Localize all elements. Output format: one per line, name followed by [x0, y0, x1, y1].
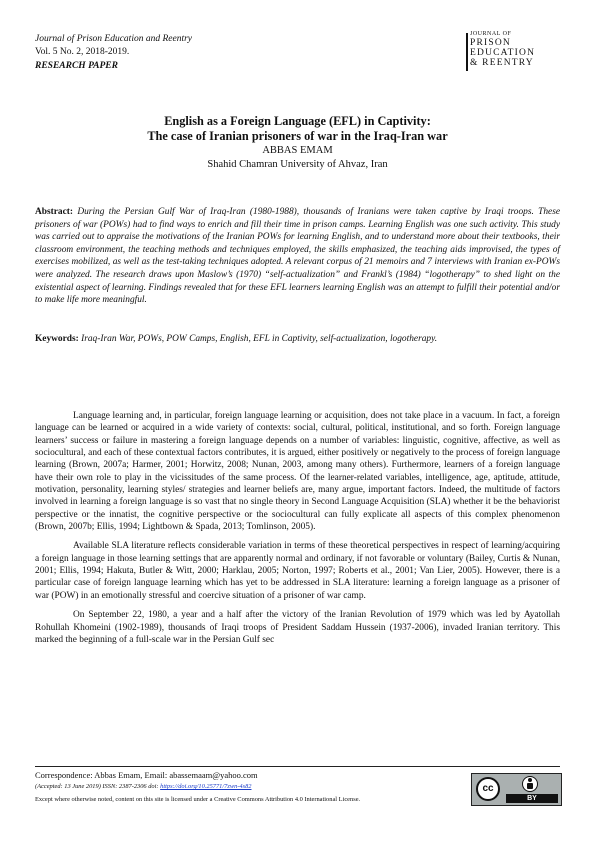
footer-divider: [35, 766, 560, 767]
journal-name: Journal of Prison Education and Reentry: [35, 34, 192, 44]
paragraph-2: Available SLA literature reflects considerable variation in terms of these theoretical perspectives in respect of learning/acquiring a foreign language in those learning settings that are apparently normal and ordinary, if not favorable or voluntary (Bailey, Curtis & Nunan, 2001; Ellis, 1994; Hakuta, Butler & Witt, 2000; Harklau, 2005; Norton, 1997; Roberts et al., 2001; Van Lier, 2005). However, there is a particular case of foreign language learning which has yet to be addressed in SLA literature: learning a foreign language as a prisoner of war (POW) in an emotionally stressful and coercive situation of a prisoner of war camp.: [35, 541, 560, 601]
keywords-label: Keywords:: [35, 334, 79, 344]
logo-line2: PRISON: [470, 38, 511, 48]
title-line1: English as a Foreign Language (EFL) in Captivity:: [164, 114, 431, 128]
doi-link[interactable]: https://doi.org/10.25771/7zwn-4s82: [160, 783, 252, 790]
section-label: RESEARCH PAPER: [35, 61, 118, 71]
keywords: [35, 333, 560, 346]
accepted-text: (Accepted: 13 June 2019) ISSN: 2387-2306 doi:: [35, 783, 161, 790]
correspondence: Correspondence: Abbas Emam, Email: abassemaam@yahoo.com: [35, 770, 258, 780]
paragraph-1: Language learning and, in particular, foreign language learning or acquisition, does not take place in a vacuum. In fact, a foreign language can be learned or acquired in a wide variety of contexts: social, cultural, political, institutional, and so forth. Foreign language learners’ success or failure in mastering a foreign language depends on a number of variables: linguistic, cognitive, affective, as well as sociocultural, and each of these contextual factors contributes, it is argued, either positively or negatively to the process of foreign language learning (Brown, 2007a; Harmer, 2001; Horwitz, 2008; Nunan, 2003, among many others). Furthermore, learners of a foreign language have their own role to play in the vicissitudes of the same process. Of the learner-related variables, intelligence, age, aptitude, attitude, motivation, personality, learning styles/ strategies and learner beliefs are, many argue, important factors. Indeed, the multitude of factors involved in learning a foreign language is so vast that no single theory in Second Language Acquisition (SLA) whether it be the behaviorist perspective or the innatist, the cognitive perspective or the sociocultural can fully explicate all aspects of this complex phenomenon (Brown, 2007b; Ellis, 1994; Lightbown & Spada, 2013; Tomlinson, 2005).: [35, 411, 560, 533]
journal-logo: [470, 31, 560, 73]
volume-info: Vol. 5 No. 2, 2018-2019.: [35, 47, 130, 57]
logo-line1: JOURNAL OF: [470, 31, 512, 37]
abstract: [35, 206, 560, 307]
title-line2: The case of Iranian prisoners of war in the Iraq-Iran war: [147, 129, 448, 143]
author-name: ABBAS EMAM: [262, 145, 333, 156]
keywords-text: Iraq-Iran War, POWs, POW Camps, English, EFL in Captivity, self-actualization, logotherapy.: [81, 334, 438, 344]
abstract-text: During the Persian Gulf War of Iraq-Iran (1980-1988), thousands of Iranians were taken captive by Iraqi troops. These prisoners of war (POWs) had to find ways to enrich and fill their time in prison camps. Learning English was one such activity. This study was carried out to appraise the motivations of the Iranian POWs for learning English, and to understand more about their textbooks, their classroom environment, the teaching methods and techniques employed, the skills emphasized, the teaching aids improvised, the types of exercises mobilized, as well as the test-taking techniques adopted. A relevant corpus of 21 memoirs and 7 interviews with Iranian ex-POWs were analyzed. The research draws upon Maslow’s (1970) “self-actualization” and Frankl’s (1984) “logotherapy” to shed light on the existential aspect of learning. Findings revealed that for these EFL learners learning English was an attempt to fulfill their potential and/or to make life more meaningful.: [35, 207, 561, 306]
abstract-label: Abstract:: [35, 207, 74, 217]
attribution-person-icon: [522, 776, 538, 792]
author-affiliation: Shahid Chamran University of Ahvaz, Iran: [207, 159, 388, 170]
license-text: Except where otherwise noted, content on this site is licensed under a Creative Commons Attribution 4.0 International License.: [35, 796, 361, 803]
cc-icon: cc: [476, 777, 500, 801]
logo-bar: [466, 33, 468, 71]
logo-line3: EDUCATION: [470, 48, 536, 58]
paragraph-3: On September 22, 1980, a year and a half after the victory of the Iranian Revolution of 1979 which was led by Ayatollah Rohullah Khomeini (1902-1989), thousands of Iraqi troops of President Saddam Hussein (1937-2006), invaded Iranian territory. This marked the beginning of a full-scale war in the Persian Gulf sec: [35, 610, 560, 645]
logo-line4: & REENTRY: [470, 58, 534, 68]
accepted-line: [35, 782, 252, 791]
by-label: BY: [506, 794, 558, 803]
body-text: [35, 410, 560, 653]
cc-by-badge[interactable]: [471, 773, 562, 806]
